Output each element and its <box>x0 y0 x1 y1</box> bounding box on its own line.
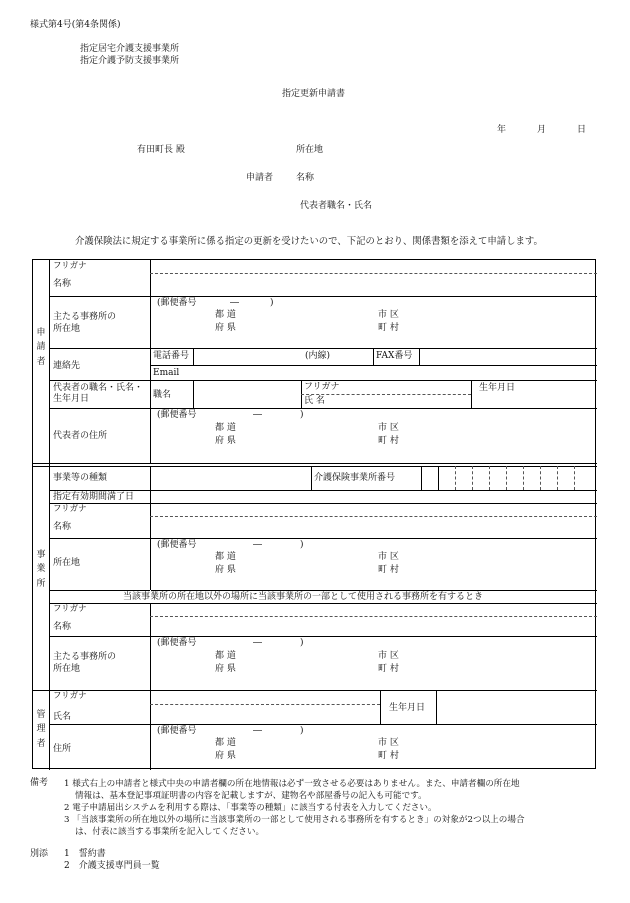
insurer-number-label: 介護保険事業所番号 <box>314 473 396 483</box>
attachments-label: 別添 <box>30 849 49 859</box>
date-month: 月 <box>537 125 547 135</box>
manager-furigana-label: フリガナ <box>53 691 87 701</box>
main-office-label-1: 主たる事務所の <box>53 312 117 322</box>
section-manager: 管理者 <box>36 710 46 749</box>
sub-office-location-label-2: 所在地 <box>53 664 81 674</box>
office-type-2: 指定介護予防支援事業所 <box>80 56 180 66</box>
contact-label: 連絡先 <box>53 361 81 371</box>
date-day: 日 <box>577 125 587 135</box>
fax-label: FAX番号 <box>376 351 413 361</box>
section-applicant: 申請者 <box>36 328 46 367</box>
office-name-label: 名称 <box>53 522 72 532</box>
applicant-furigana-label: フリガナ <box>53 261 87 271</box>
sub-office-name-label: 名称 <box>53 622 72 632</box>
header-address-label: 所在地 <box>296 145 324 155</box>
manager-birth-label: 生年月日 <box>389 703 426 713</box>
office-type-1: 指定居宅介護支援事業所 <box>80 44 180 54</box>
rep-address-label: 代表者の住所 <box>53 431 108 441</box>
addressee: 有田町長 殿 <box>137 145 185 155</box>
valid-period-label: 指定有効期間満了日 <box>53 492 135 502</box>
rep-birth-label: 生年月日 <box>479 383 516 393</box>
representative-label: 代表者職名・氏名 <box>300 201 373 211</box>
form-number: 様式第4号(第4条関係) <box>30 20 121 30</box>
sub-office-furigana-label: フリガナ <box>53 604 87 614</box>
manager-name-label: 氏名 <box>53 712 72 722</box>
rep-title-label-2: 生年月日 <box>53 394 90 404</box>
intro-text: 介護保険法に規定する事業所に係る指定の更新を受けたいので、下記のとおり、関係書類を添えて申請します。 <box>75 236 543 247</box>
application-form-table: 申請者 事業所 管理者 フリガナ 名称 主たる事務所の 所在地 (郵便番号 ― ) 都 道 府 県 市 区 町 村 連絡先 電話番号 (内線) FAX番号 Email 代表者の職名・氏名・ 生年月日 職名 フリガナ 氏 名 生年月日 代表者の住所 (郵便番号 ― ) 都 道 府 県 市 区 町 村 事業等の種類 介護保険事業所番号 指定有効期間満了日 フリガナ 名称 所在地 (郵便番号 ― ) 都 道 府 県 市 区 町 村 当該事業所の所在地以外の場所に当該事業所の一部として使用される事務所を有するとき フリガナ 名称 主たる事務所の 所在地 (郵便番号 ― ) 都 道 府 県 市 区 町 村 フリガナ 氏名 生年月日 住所 (郵便番号 ― ) 都 道 府 県 市 区 町 村 <box>32 259 596 769</box>
other-office-heading: 当該事業所の所在地以外の場所に当該事業所の一部として使用される事務所を有するとき <box>123 592 484 602</box>
date-year: 年 <box>497 125 507 135</box>
sub-office-location-label-1: 主たる事務所の <box>53 652 117 662</box>
applicant-label: 申請者 <box>246 173 274 183</box>
note-1a: 1 様式右上の申請者と様式中央の申請者欄の所在地情報は必ず一致させる必要はありません。また、申請者欄の所在地 <box>64 779 520 789</box>
applicant-postal: (郵便番号 <box>157 298 197 308</box>
attachment-1: 1 誓約書 <box>64 849 106 859</box>
phone-label: 電話番号 <box>153 351 190 361</box>
note-3b: は、付表に該当する事業所を記入してください。 <box>75 827 265 837</box>
document-title: 指定更新申請書 <box>282 89 346 99</box>
email-label: Email <box>153 368 180 378</box>
main-office-label-2: 所在地 <box>53 324 81 334</box>
attachment-2: 2 介護支援専門員一覧 <box>64 861 160 871</box>
note-2: 2 電子申請届出システムを利用する際は、「事業等の種類」に該当する付表を入力してください。 <box>64 803 437 813</box>
note-3a: 3 「当該事業所の所在地以外の場所に当該事業所の一部として使用される事務所を有するとき」の対象が2つ以上の場合 <box>64 815 525 825</box>
rep-shimei-label: 氏 名 <box>304 396 325 406</box>
applicant-name-label: 名称 <box>53 279 72 289</box>
office-location-label: 所在地 <box>53 558 81 568</box>
position-label: 職名 <box>153 390 172 400</box>
rep-title-label-1: 代表者の職名・氏名・ <box>53 383 144 393</box>
notes-label: 備考 <box>30 778 49 788</box>
rep-furigana-label: フリガナ <box>304 382 340 392</box>
header-name-label: 名称 <box>296 173 315 183</box>
note-1b: 情報は、基本登記事項証明書の内容を記載しますが、建物名や部屋番号の記入も可能です。 <box>75 791 427 801</box>
extension-label: (内線) <box>305 351 331 361</box>
section-office: 事業所 <box>36 550 46 589</box>
manager-address-label: 住所 <box>53 744 72 754</box>
office-furigana-label: フリガナ <box>53 504 87 514</box>
biz-type-label: 事業等の種類 <box>53 473 108 483</box>
notes-block <box>64 778 525 838</box>
